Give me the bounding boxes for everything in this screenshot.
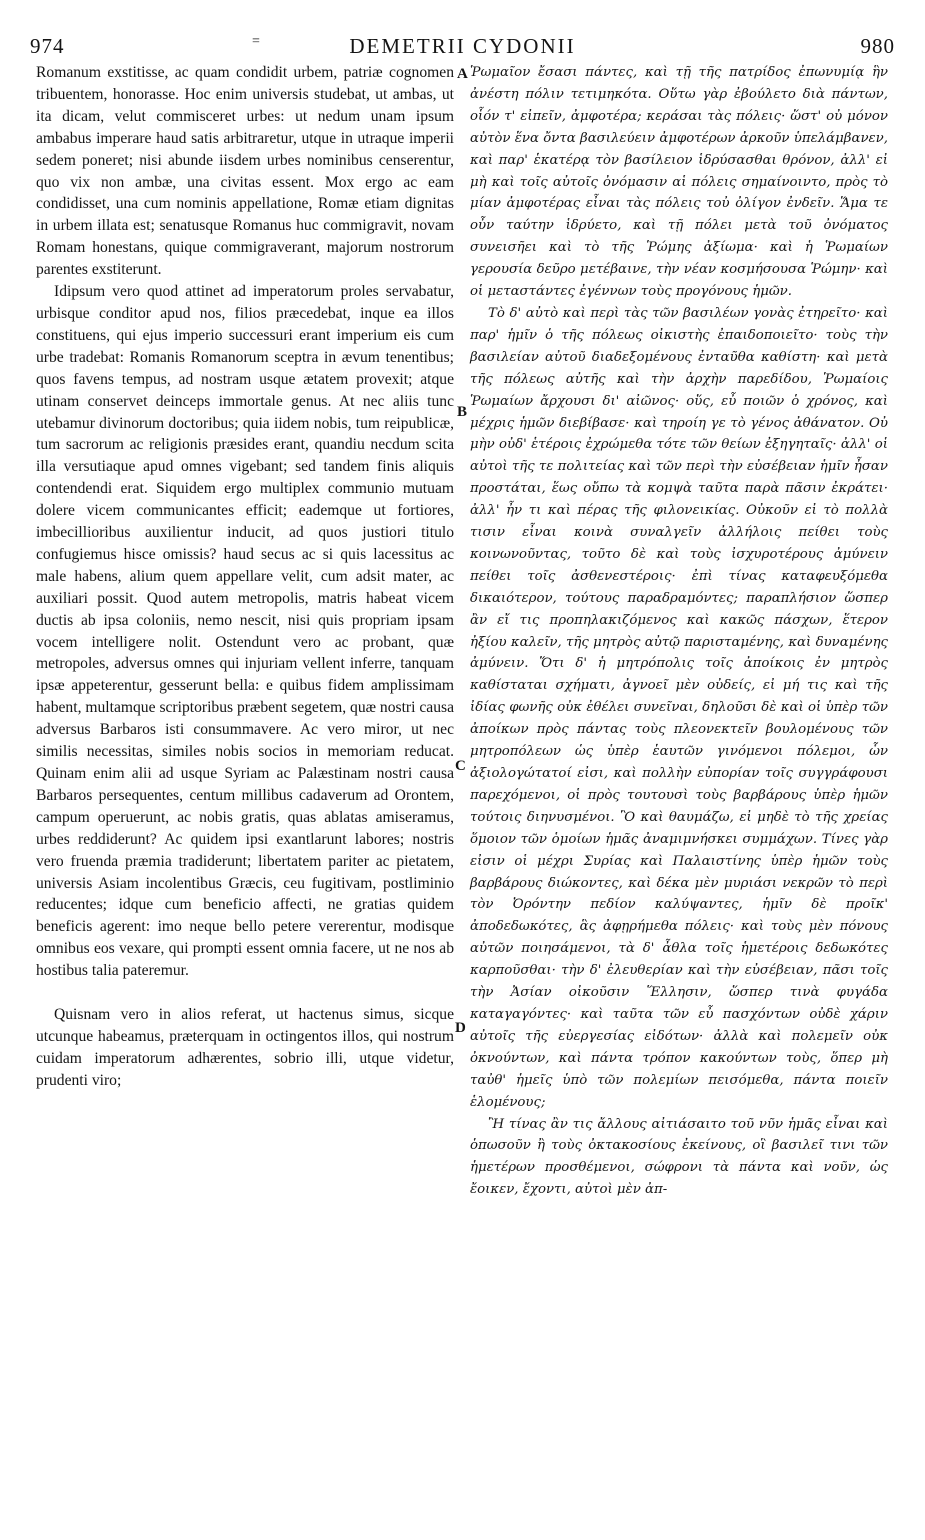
margin-letter-b: B bbox=[457, 404, 468, 420]
margin-letter-c: C bbox=[455, 758, 466, 774]
margin-letter-a: A bbox=[457, 66, 468, 82]
latin-column bbox=[36, 62, 454, 1092]
latin-paragraph-1: Romanum exstitisse, ac quam condidit urbem, patriæ cognomen tribuentem, honorasse. Hoc enim universis studebat, ut ambas, ut ita dicam, velut commisceret urbes: ut nedum unam ipsum ambabus imperare haud satis arbitraretur, utque in utraque imperii sedem poneret; nisi abunde iisdem urbes nominibus censerentur, quo vix non ambæ, una civitas essent. Mox ergo ac eam condidisset, una cum nominis appellatione, Romæ etiam dignitas in urbem illata est; senatusque Romanus huc commigravit, novam Romam honestans, quique commigraverant, majorum nostrorum parentes exstiterunt. bbox=[36, 64, 454, 279]
page-number-left: 974 bbox=[30, 34, 65, 58]
margin-letter-d: D bbox=[455, 1020, 466, 1036]
running-title: DEMETRII CYDONII bbox=[349, 34, 576, 58]
page-number-right: 980 bbox=[860, 34, 895, 58]
latin-paragraph-2: Idipsum vero quod attinet ad imperatorum proles servabatur, urbisque conditor apud nos, filios præcedebat, inque ea illos constituens, qui ejus imperio successuri erant imperium eis cum urbe tradebat: Romanis Romanorum sceptra in ævum tenentibus; quos favens tempus, ad nostram usque ætatem provexit; atque utinam conservet deinceps immortale genus. At nec aliis tunc utebamur divinorum doctoribus; quia iidem nobis, tum reipublicæ, tum sacrorum ac religionis præsides erant, quandiu necdum scita illa versutiaque apud omnes vigebant; sed tandem finis aliquis contendendi erat. Siquidem ergo multiplex communio mutuam dolere vicem communicantes efficit; eademque ut fortiores, imbecillioribus auxilientur inducit, ad quos justiori titulo confugiemus hisce omissis? haud secus ac si quis lacessitus ac male habens, alium quem appellare velit, cum adsit mater, ac auxiliari possit. Quod autem metropolis, matris habeat vicem ductis ab ipsa coloniis, nemo nescit, nisi quis propriam ipsam vocem intelligere nolit. Ostendunt vero ac probant, quæ metropoles, adversus omnes qui injuriam vellent inferre, tanquam ipsæ appeterentur, gesserunt bella: e quibus fidem amplissimam habent, multamque scriptoribus præbent segetem, quæ nostri causa adversus Barbaros isti consummavere. Ac vero miror, ut nec similis necessitas, similes nobis socios in memoriam reducat. Quinam enim alii ad usque Syriam ac Palæstinam nostri causa Barbaros persequentes, centum millibus cadaverum ad Orontem, campum operuerunt, ac nobis gratis, quas ablatas amiseramus, urbes reddiderunt? Ac quidem ipsi exantlarunt labores; nostris vero fruenda præmia tradiderunt; libertatem pariter ac pietatem, universis Asiam incolentibus Græcis, ceu fugitivam, postliminio reducentes; idque cum beneficio affecti, ne gratias quidem beneficis agerent: imo neque bello petere vererentur, modisque omnibus eos vexare, qui prompti essent omnia facere, ut ne nos ab hostibus talia pateremur. bbox=[36, 283, 454, 980]
page-header bbox=[22, 34, 903, 60]
greek-paragraph-1: Ῥωμαῖον ἔσασι πάντες, καὶ τῇ τῆς πατρίδος ἐπωνυμίᾳ ἣν ἀνέστη πόλιν τετιμηκότα. Οὕτω γὰρ ἐβούλετο διὰ πάντων, οἷόν τ' εἰπεῖν, ἀμφοτέρα; κεράσαι τὰς πόλεις· ὥστ' οὐ μόνον αὐτὸν ἕνα ὄντα βασιλεύειν ἀμφοτέρων ἀρκοῦν ὑπελάμβανεν, καὶ παρ' ἑκατέρᾳ τὸν βασίλειον ἱδρύσασθαι θρόνον, ἀλλ' εἰ μὴ καὶ τοῖς αὐτοῖς ὀνόμασιν αἱ πόλεις σημαίνοιντο, πρὸς τὸ μίαν ἀμφοτέρας εἶναι τὰς πόλεις τοὐ ὀλίγον ἐνδεῖν. Ἅμα τε οὖν ταύτην ἱδρύετο, καὶ τῇ πόλει μετὰ τοῦ ὀνόματος συνεισῆει καὶ τὸ τῆς Ῥώμης ἀξίωμα· καὶ ἡ Ῥωμαίων γερουσία δεῦρο μετέβαινε, τὴν νέαν κοσμήσουσα Ῥώμην· καὶ οἱ μεταστάντες ἐγέννων τοὺς προγόνους ἡμῶν. bbox=[470, 65, 888, 300]
greek-paragraph-3: Ἢ τίνας ἂν τις ἄλλους αἰτιάσαιτο τοῦ νῦν ἡμᾶς εἶναι καὶ ὁπωσοῦν ἢ τοὺς ὀκτακοσίους ἐκείνους, οἳ βασιλεῖ τινι τῶν ἡμετέρων προσθέμενοι, σώφρονι τὰ πάντα καὶ νοῦν, ὡς ἔοικεν, ἔχοντι, αὐτοὶ μὲν ἀπ- bbox=[470, 1116, 888, 1198]
latin-paragraph-3: Quisnam vero in alios referat, ut hactenus simus, sicque utcunque habeamus, præterquam in octingentos illos, qui nostrum cuidam imperatorum adhærentes, sobrio illi, utque videtur, prudenti viro; bbox=[36, 1006, 454, 1089]
header-mark: = bbox=[252, 34, 261, 49]
greek-paragraph-2: Τὸ δ' αὐτὸ καὶ περὶ τὰς τῶν βασιλέων γονὰς ἐτηρεῖτο· καὶ παρ' ἡμῖν ὁ τῆς πόλεως οἰκιστὴς ἐπαιδοποιεῖτο· τοὺς τὴν βασιλείαν αὐτοῦ διαδεξομένους ἐνταῦθα καθίστη· καὶ μετὰ τῆς πόλεως αὐτῆς καὶ τὴν ἀρχὴν παρεδίδου, Ῥωμαίοις Ῥωμαίων ἄρχουσι δι' αἰῶνος· οὕς, εὖ ποιῶν ὁ χρόνος, καὶ μέχρις ἡμῶν διεβίβασε· καὶ τηροίη γε τὸ γένος ἀθάνατον. Οὐ μὴν οὐδ' ἑτέροις ἐχρώμεθα τότε τῶν θείων ἐξηγηταῖς· ἀλλ' οἱ αὐτοὶ τῆς τε πολιτείας καὶ τῶν περὶ τὴν εὐσέβειαν ἡμῖν ἦσαν προστάται, ἕως οὔπω τὰ κομψὰ ταῦτα παρὰ πᾶσιν ἐκράτει· ἀλλ' ἦν τι καὶ πέρας τῆς φιλονεικίας. Οὐκοῦν εἰ τὸ πολλὰ τισιν εἶναι κοινὰ συναλγεῖν ἀλλήλοις πείθει τοὺς κοινωνοῦντας, τοῦτο δὲ καὶ τοὺς ἰσχυροτέρους ἀμύνειν πείθει τοῖς ἀσθενεστέροις· ἐπὶ τίνας καταφευξόμεθα δικαιότερον, τούτους παραδραμόντες; παραπλήσιον ὥσπερ ἂν εἴ τις προπηλακιζόμενος καὶ κακῶς πάσχων, ἕτερον ἠξίου καλεῖν, τῆς μητρὸς αὐτῷ παρισταμένης, καὶ δυναμένης ἀμύνειν. Ὅτι δ' ἡ μητρόπολις τοῖς ἀποίκοις ἐν μητρὸς καθίσταται σχήματι, ἀγνοεῖ μὲν οὐδείς, εἰ μή τις καὶ τῆς ἰδίας φωνῆς οὐκ ἐθέλει συνεῖναι, δηλοῦσι δὲ καὶ οἱ ὑπὲρ τῶν ἀποίκων πρὸς πάντας τοὺς πλεονεκτεῖν βουλομένους τῶν μητροπόλεων ὡς ὑπὲρ ἑαυτῶν γινόμενοι πόλεμοι, ὧν ἀξιολογώτατοί εἰσι, καὶ πολλὴν εὐπορίαν τοῖς συγγράφουσι παρεχόμενοι, οἱ πρὸς τουτουσὶ τοὺς βαρβάρους ὑπὲρ ἡμῶν τούτοις διηνυσμένοι. Ὃ καὶ θαυμάζω, εἰ μηδὲ τὸ τῆς χρείας ὅμοιον τῶν ὁμοίων ἡμᾶς ἀναμιμνήσκει συμμάχων. Τίνες γὰρ εἰσιν οἱ μέχρι Συρίας καὶ Παλαιστίνης ὑπὲρ ἡμῶν τοὺς βαρβάρους διώκοντες, καὶ δέκα μὲν μυριάσι νεκρῶν τὸ περὶ τὸν Ὀρόντην πεδίον καλύψαντες, ἡμῖν δὲ προῖκ' ἀποδεδωκότες, ἃς ἀφῃρήμεθα πόλεις· καὶ τοὺς μὲν πόνους αὐτῶν ποιησάμενοι, τὰ δ' ἆθλα τοῖς ἡμετέροις δεδωκότες καρποῦσθαι· τὴν δ' ἐλευθερίαν καὶ τὴν εὐσέβειαν, πᾶσι τοῖς τὴν Ἀσίαν οἰκοῦσιν Ἕλλησιν, ὥσπερ τινὰ φυγάδα καταγαγόντες· καὶ ταῦτα τῶν εὖ πασχόντων οὐδὲ χάριν αὐτοῖς τῆς εὐεργεσίας εἰδότων· ἀλλὰ καὶ πολεμεῖν οὐκ ὀκνούντων, καὶ πάντα τρόπον κακούντων τοὺς, ὅπερ μὴ ταὐθ' ἡμεῖς ὑπὸ τῶν πολεμίων πεισόμεθα, πάντα ποιεῖν ἑλομένους; bbox=[470, 305, 888, 1110]
greek-column bbox=[470, 62, 888, 1201]
